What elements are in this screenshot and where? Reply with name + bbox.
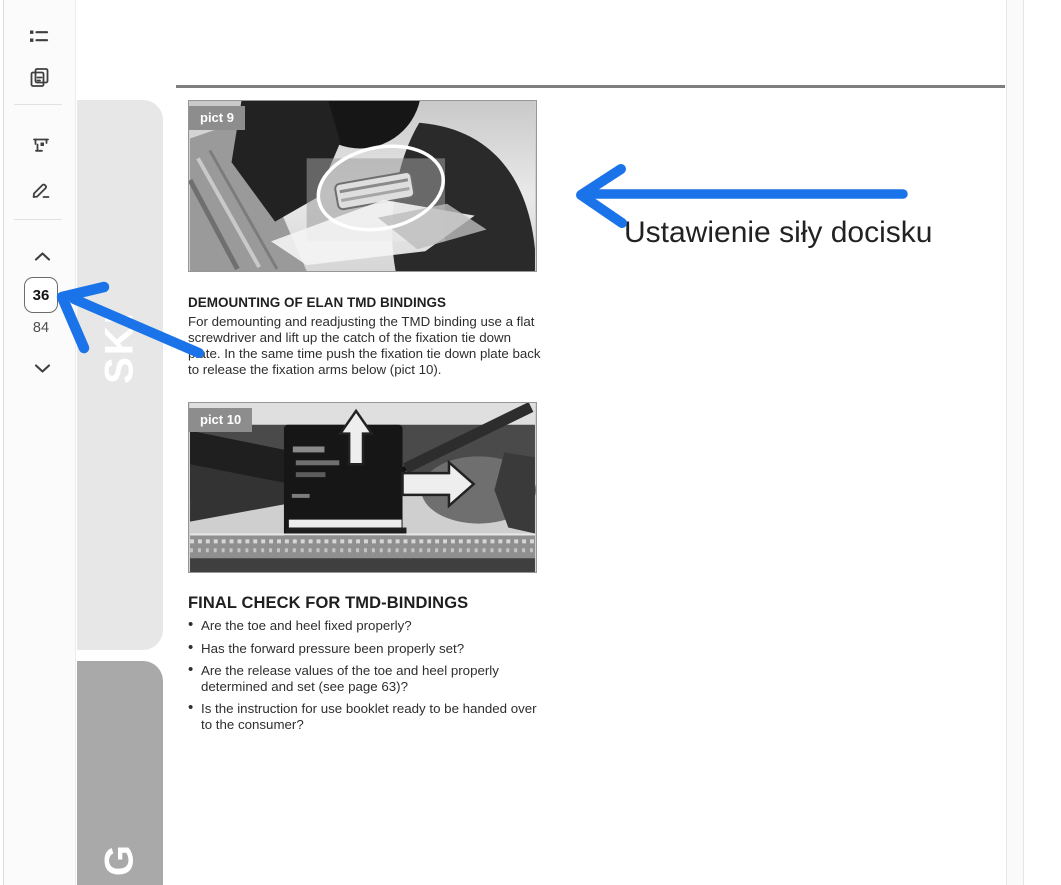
annotation-note-text: Ustawienie siły docisku: [624, 216, 933, 249]
page-number-input[interactable]: [24, 277, 58, 313]
previous-page-button[interactable]: [31, 245, 53, 267]
total-pages-label: 84: [32, 320, 50, 336]
current-page-value: 36: [32, 286, 50, 304]
chevron-down-icon: [33, 362, 52, 375]
text-select-button[interactable]: [30, 134, 52, 156]
next-page-button[interactable]: [31, 357, 53, 379]
viewer-sidebar: [4, 0, 76, 885]
page-margin-tab-binding: [77, 661, 163, 885]
text-select-icon: [31, 135, 52, 156]
section-heading-final-check: FINAL CHECK FOR TMD-BINDINGS: [188, 594, 469, 612]
scrollbar-track[interactable]: [1006, 0, 1024, 885]
arrow-left-annotation: [581, 169, 903, 223]
pencil-icon: [30, 179, 52, 201]
page-margin-tab-ski: [77, 100, 163, 650]
outline-button[interactable]: [27, 25, 49, 47]
tab-binding-visible-label: G: [97, 842, 142, 877]
final-check-item: • Are the toe and heel fixed properly?: [188, 618, 550, 634]
final-check-item: • Is the instruction for use booklet ready to be handed over to the consumer?: [188, 701, 550, 732]
demounting-body-text: For demounting and readjusting the TMD binding use a flat screwdriver and lift up the catch of the fixation tie down plate. In the same time push the fixation tie down plate back to release the fixation arms below (pict 10).: [188, 314, 541, 377]
thumbnails-button[interactable]: [28, 66, 50, 88]
chevron-up-icon: [33, 250, 52, 263]
toolbar-divider: [14, 219, 62, 220]
final-check-list: [188, 618, 550, 739]
final-check-item: • Are the release values of the toe and heel properly determined and set (see page 63)?: [188, 663, 550, 694]
figure-pict-10: [188, 402, 537, 573]
figure-label: pict 9: [189, 106, 245, 130]
tab-ski-label: SKI: [97, 311, 142, 384]
outline-list-icon: [28, 26, 49, 47]
figure-pict-9: [188, 100, 537, 272]
final-check-item: • Has the forward pressure been properly set?: [188, 641, 550, 657]
toolbar-divider: [14, 104, 62, 105]
figure-label: pict 10: [189, 408, 252, 432]
draw-annotate-button[interactable]: [30, 179, 52, 201]
section-heading-demounting: DEMOUNTING OF ELAN TMD BINDINGS: [188, 295, 446, 310]
page-top-rule: [176, 85, 1005, 88]
page-thumbnails-icon: [29, 67, 50, 88]
